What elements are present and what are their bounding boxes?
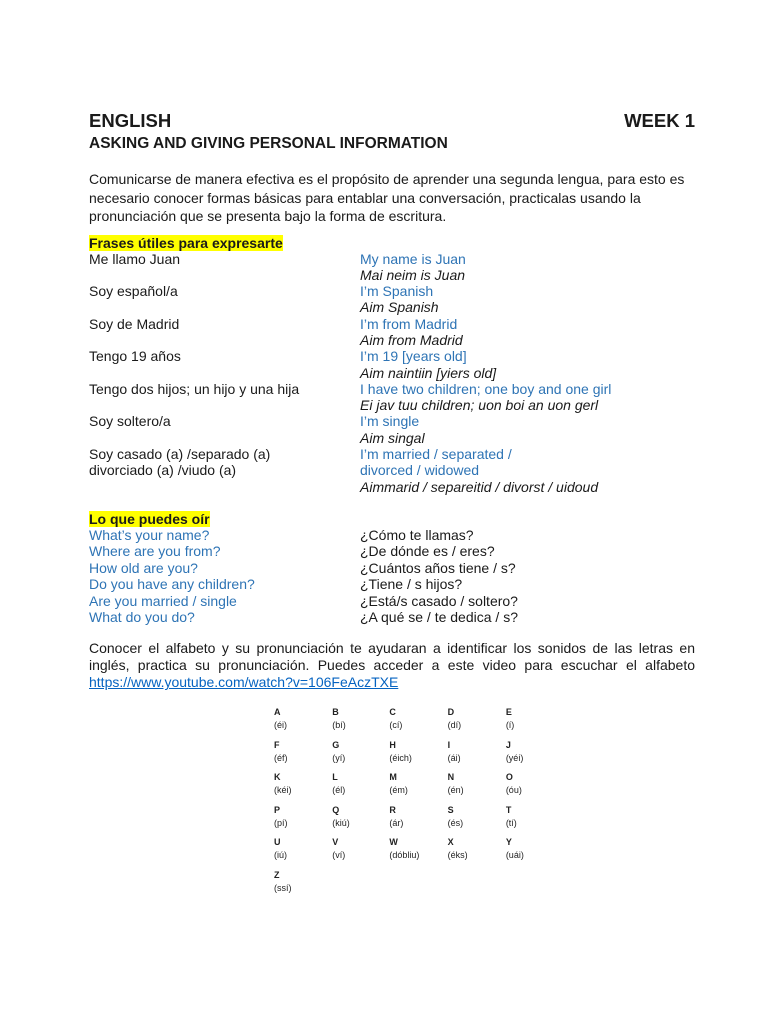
- intro-paragraph: Comunicarse de manera efectiva es el propósito de aprender una segunda lengua, para esto es necesario conocer formas básicas para entablar una conversación, practicalas usando la pronunciación que se presenta bajo la forma de escritura.: [89, 171, 685, 224]
- phrases-section-title: [89, 235, 695, 251]
- alphabet-row: [274, 706, 564, 739]
- document-page: [89, 110, 695, 691]
- phrase-spanish-line2: divorciado (a) /viudo (a): [89, 462, 237, 479]
- alphabet-row: [274, 836, 564, 869]
- listen-row: [89, 543, 695, 559]
- alphabet-sound: (ái): [447, 752, 461, 763]
- alphabet-sound: (éks): [447, 850, 468, 860]
- alphabet-cell: [506, 739, 564, 772]
- phrases-list: [89, 251, 695, 495]
- alphabet-intro-text: Conocer el alfabeto y su pronunciación te ayudaran a identificar los sonidos de las letras en inglés, practica su pronunciación. Puedes acceder a este video para escuchar el alfabeto: [89, 640, 695, 674]
- phrase-pronunciation: Aim Spanish: [360, 299, 439, 316]
- alphabet-cell: [274, 706, 332, 739]
- phrase-english: I’m single: [360, 413, 420, 430]
- phrase-row: [89, 348, 695, 381]
- phrases-title-highlight: Frases útiles para expresarte: [89, 234, 283, 251]
- alphabet-sound: (ví): [332, 850, 346, 860]
- alphabet-row: [274, 804, 564, 837]
- phrase-english: I’m Spanish: [360, 283, 434, 300]
- phrase-english: My name is Juan: [360, 250, 466, 267]
- alphabet-cell: [389, 739, 447, 772]
- alphabet-row: [274, 771, 564, 804]
- listen-title-highlight: Lo que puedes oír: [89, 510, 210, 527]
- document-header: [89, 110, 695, 132]
- alphabet-cell: [274, 836, 332, 869]
- alphabet-sound: (és): [447, 817, 464, 828]
- listen-spanish: ¿Está/s casado / soltero?: [360, 592, 518, 609]
- alphabet-sound: (éi): [274, 720, 287, 730]
- alphabet-cell: [274, 869, 333, 902]
- phrase-spanish: Tengo dos hijos; un hijo y una hija: [89, 380, 300, 397]
- listen-spanish: ¿Tiene / s hijos?: [360, 576, 463, 593]
- alphabet-cell: [448, 804, 506, 837]
- alphabet-sound: (bí): [332, 720, 346, 730]
- phrase-spanish: Soy de Madrid: [89, 315, 180, 332]
- listen-row: [89, 560, 695, 576]
- alphabet-row: [274, 869, 564, 902]
- alphabet-letter: D: [447, 707, 455, 717]
- alphabet-cell: [332, 804, 389, 837]
- alphabet-sound: (éf): [274, 752, 288, 763]
- alphabet-sound: (ssí): [274, 882, 292, 893]
- alphabet-sound: (ár): [389, 817, 404, 828]
- alphabet-letter: F: [274, 739, 280, 750]
- alphabet-letter: M: [389, 772, 397, 782]
- alphabet-intro: [89, 640, 695, 691]
- phrase-spanish: Soy soltero/a: [89, 413, 171, 430]
- alphabet-sound: (iú): [274, 850, 287, 860]
- alphabet-letter: O: [505, 772, 513, 782]
- subject-title: ENGLISH: [89, 110, 172, 131]
- alphabet-letter: Q: [332, 804, 340, 815]
- alphabet-cell: [389, 771, 447, 804]
- alphabet-letter: U: [274, 837, 281, 847]
- alphabet-cell: [389, 804, 447, 837]
- alphabet-sound: (óu): [505, 785, 522, 795]
- alphabet-sound: (éich): [389, 752, 412, 763]
- listen-english: What do you do?: [89, 608, 195, 625]
- alphabet-sound: (yéi): [505, 752, 524, 763]
- alphabet-letter: J: [505, 739, 511, 750]
- phrase-row: [89, 446, 695, 495]
- alphabet-cell: [389, 836, 447, 869]
- phrase-row: [89, 381, 695, 414]
- alphabet-letter: E: [505, 707, 512, 717]
- alphabet-letter: X: [447, 837, 454, 847]
- phrase-pronunciation: Aim from Madrid: [360, 331, 463, 348]
- alphabet-sound: (dí): [447, 720, 462, 730]
- listen-spanish: ¿A qué se / te dedica / s?: [360, 608, 518, 625]
- listen-row: [89, 609, 695, 625]
- alphabet-letter: H: [389, 739, 396, 750]
- alphabet-letter: G: [332, 739, 340, 750]
- listen-english: Where are you from?: [89, 543, 221, 560]
- alphabet-sound: (cí): [389, 720, 403, 730]
- alphabet-letter: C: [389, 707, 396, 717]
- alphabet-letter: S: [447, 804, 454, 815]
- phrase-english: I have two children; one boy and one girl: [360, 380, 612, 397]
- phrase-pronunciation: Ei jav tuu children; uon boi an uon gerl: [360, 397, 599, 414]
- listen-section-title: [89, 511, 695, 527]
- phrase-row: [89, 413, 695, 446]
- alphabet-cell: [448, 706, 506, 739]
- alphabet-cell: [274, 771, 332, 804]
- alphabet-sound: (tí): [505, 817, 517, 828]
- alphabet-sound: (én): [447, 785, 464, 795]
- listen-row: [89, 527, 695, 543]
- alphabet-sound: (í): [505, 720, 515, 730]
- alphabet-cell: [332, 739, 389, 772]
- alphabet-row: [274, 739, 564, 772]
- phrase-row: [89, 251, 695, 284]
- alphabet-sound: (dóbliu): [389, 850, 420, 860]
- phrase-pronunciation: Aim singal: [360, 429, 425, 446]
- phrase-spanish: Me llamo Juan: [89, 250, 181, 267]
- alphabet-letter: W: [389, 837, 398, 847]
- alphabet-letter: B: [332, 707, 339, 717]
- alphabet-letter: V: [332, 837, 339, 847]
- alphabet-letter: K: [274, 772, 281, 782]
- alphabet-cell: [274, 804, 332, 837]
- alphabet-cell: [506, 706, 564, 739]
- listen-english: Are you married / single: [89, 592, 237, 609]
- phrase-spanish: Tengo 19 años: [89, 348, 181, 365]
- phrase-english-line1: I’m married / separated /: [360, 446, 512, 463]
- alphabet-sound: (kéi): [274, 785, 292, 795]
- alphabet-cell: [448, 836, 506, 869]
- week-label: WEEK 1: [624, 110, 695, 131]
- listen-list: [89, 527, 695, 625]
- listen-english: What’s your name?: [89, 526, 210, 543]
- listen-spanish: ¿Cuántos años tiene / s?: [360, 559, 516, 576]
- phrase-english-line2: divorced / widowed: [360, 462, 480, 479]
- phrase-pronunciation: Aim naintiin [yiers old]: [360, 364, 497, 381]
- alphabet-sound: (uái): [505, 850, 524, 860]
- phrase-spanish: [89, 446, 360, 495]
- listen-english: How old are you?: [89, 559, 198, 576]
- alphabet-letter: Y: [505, 837, 512, 847]
- alphabet-cell: [506, 804, 564, 837]
- phrase-row: [89, 316, 695, 349]
- listen-english: Do you have any children?: [89, 576, 255, 593]
- alphabet-cell: [332, 706, 389, 739]
- phrase-spanish: Soy español/a: [89, 283, 178, 300]
- listen-row: [89, 593, 695, 609]
- alphabet-letter: A: [274, 707, 281, 717]
- phrase-row: [89, 283, 695, 316]
- alphabet-cell: [506, 771, 564, 804]
- alphabet-table: [274, 706, 564, 901]
- alphabet-sound: (él): [332, 785, 346, 795]
- alphabet-cell: [448, 739, 506, 772]
- phrase-spanish-line1: Soy casado (a) /separado (a): [89, 446, 271, 463]
- alphabet-letter: N: [447, 772, 455, 782]
- alphabet-cell: [332, 771, 389, 804]
- alphabet-sound: (kiú): [332, 817, 350, 828]
- listen-row: [89, 576, 695, 592]
- alphabet-sound: (ém): [389, 785, 408, 795]
- alphabet-cell: [332, 836, 389, 869]
- listen-spanish: ¿De dónde es / eres?: [360, 543, 495, 560]
- alphabet-letter: P: [274, 804, 281, 815]
- alphabet-cell: [274, 739, 332, 772]
- phrase-pronunciation: Mai neim is Juan: [360, 266, 466, 283]
- youtube-alphabet-link[interactable]: https://www.youtube.com/watch?v=106FeAczTXE: [89, 674, 399, 691]
- phrase-pronunciation: Aimmarid / separeitid / divorst / uidoud: [360, 478, 599, 495]
- alphabet-sound: (pí): [274, 817, 288, 828]
- phrase-english: I’m from Madrid: [360, 315, 458, 332]
- alphabet-cell: [448, 771, 506, 804]
- alphabet-letter: L: [332, 772, 338, 782]
- alphabet-sound: (yí): [332, 752, 346, 763]
- phrase-english: I’m 19 [years old]: [360, 348, 467, 365]
- listen-spanish: ¿Cómo te llamas?: [360, 526, 474, 543]
- alphabet-letter: Z: [274, 869, 280, 880]
- alphabet-cell: [506, 836, 564, 869]
- document-subtitle: ASKING AND GIVING PERSONAL INFORMATION: [89, 135, 448, 152]
- alphabet-letter: R: [389, 804, 396, 815]
- alphabet-cell: [389, 706, 447, 739]
- alphabet-letter: T: [505, 804, 512, 815]
- alphabet-letter: I: [447, 739, 451, 750]
